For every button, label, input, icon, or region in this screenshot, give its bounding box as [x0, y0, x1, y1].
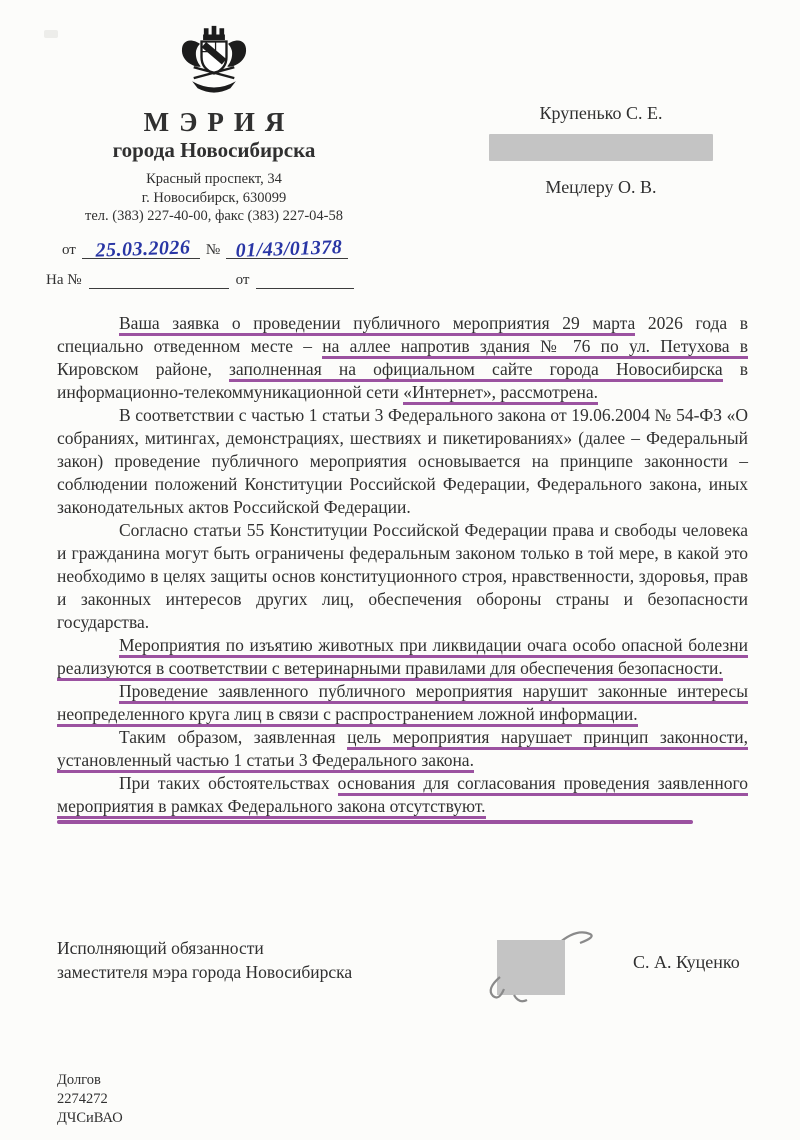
- signer-position-line-2: заместителя мэра города Новосибирска: [57, 962, 353, 982]
- redacted-address-block: [489, 134, 713, 161]
- number-blank: [226, 234, 348, 262]
- underlined-text: Проведение заявленного публичного мероприятия нарушит законные интересы неопределенного круга лиц в связи с распространением ложной информации.: [57, 681, 748, 727]
- letterhead: [40, 22, 388, 289]
- underlined-text: заполненная на официальном сайте города Новосибирска: [229, 359, 723, 382]
- body-paragraph: [57, 772, 748, 818]
- executor-block: [57, 1071, 123, 1128]
- executor-department: ДЧСиВАО: [57, 1110, 123, 1126]
- underlined-text: «Интернет», рассмотрена.: [403, 382, 598, 405]
- handwritten-date: 25.03.2026: [94, 235, 191, 262]
- plain-text: Кировском районе,: [57, 359, 229, 379]
- ref-ot-label: от: [235, 271, 250, 288]
- plain-text: Согласно статьи 55 Конституции Российской Федерации права и свободы человека и гражданина могут быть ограничены федеральным законом только в той мере, в какой это необходимо в целях защиты основ конституционного строя, нравственности, здоровья, прав и законных интересов других лиц, обеспечения обороны страны и безопасности государства.: [57, 520, 748, 632]
- body-paragraph: [57, 680, 748, 726]
- underlined-text: на аллее напротив здания № 76 по ул. Петухова в: [322, 336, 748, 359]
- handwritten-number: 01/43/01378: [235, 235, 343, 262]
- underlined-text: Мероприятия по изъятию животных при ликвидации очага особо опасной болезни реализуются в соответствии с ветеринарными правилами для обеспечения безопасности.: [57, 635, 748, 681]
- outgoing-date-number-line: [40, 234, 388, 262]
- underlined-text: цель мероприятия нарушает принцип законности, установленный частью 1 статьи 3 Федерального закона.: [57, 727, 748, 773]
- plain-text: Таким образом, заявленная: [119, 727, 348, 747]
- from-label: от: [62, 241, 76, 258]
- address-city: г. Новосибирск, 630099: [141, 189, 287, 206]
- underlined-text: Ваша заявка о проведении публичного мероприятия 29 марта: [119, 313, 635, 336]
- recipients-block: [487, 103, 715, 198]
- novosibirsk-coat-of-arms-icon: [167, 22, 261, 105]
- recipient-name-1: Крупенько С. Е.: [539, 103, 663, 123]
- underlined-text: основания для согласования проведения заявленного мероприятия в рамках Федерального закона отсутствуют.: [57, 773, 748, 819]
- ref-date-blank: [256, 270, 354, 289]
- plain-text: При таких обстоятельствах: [119, 773, 338, 793]
- address-phone: тел. (383) 227-40-00, факс (383) 227-04-58: [85, 208, 343, 224]
- extra-underline-stroke: [57, 820, 693, 824]
- body-paragraph: [57, 519, 748, 634]
- letter-body: [57, 312, 748, 824]
- ref-number-blank: [89, 270, 229, 289]
- redacted-signature-block: [462, 922, 612, 1022]
- body-paragraph: [57, 726, 748, 772]
- recipient-name-2: Мецлеру О. В.: [545, 177, 657, 197]
- org-name-sub: города Новосибирска: [112, 138, 316, 162]
- body-paragraph: [57, 312, 748, 404]
- org-name-main: МЭРИЯ: [143, 107, 295, 137]
- reference-line: [40, 270, 388, 289]
- ref-na-label: На №: [46, 271, 82, 288]
- executor-phone: 2274272: [57, 1091, 108, 1107]
- address-street: Красный проспект, 34: [146, 171, 282, 187]
- signer-name: С. А. Куценко: [633, 952, 740, 972]
- plain-text: 2026 года в специально отведенном месте –: [57, 313, 749, 356]
- signer-position-line-1: Исполняющий обязанности: [57, 938, 264, 958]
- signer-position: [57, 936, 352, 984]
- body-paragraph: [57, 634, 748, 680]
- plain-text: в информационно-телекоммуникационной сети: [57, 359, 748, 402]
- date-blank: [82, 234, 200, 262]
- body-paragraph: [57, 404, 748, 519]
- plain-text: В соответствии с частью 1 статьи 3 Федерального закона от 19.06.2004 № 54-ФЗ «О собраниях, митингах, демонстрациях, шествиях и пикетированиях» (далее – Федеральный закон) проведение публичного мероприятия основывается на принципе законности – соблюдении положений Конституции Российской Федерации, Федерального закона, иных законодательных актов Российской Федерации.: [57, 405, 748, 517]
- executor-name: Долгов: [57, 1072, 101, 1088]
- number-label: №: [205, 241, 221, 258]
